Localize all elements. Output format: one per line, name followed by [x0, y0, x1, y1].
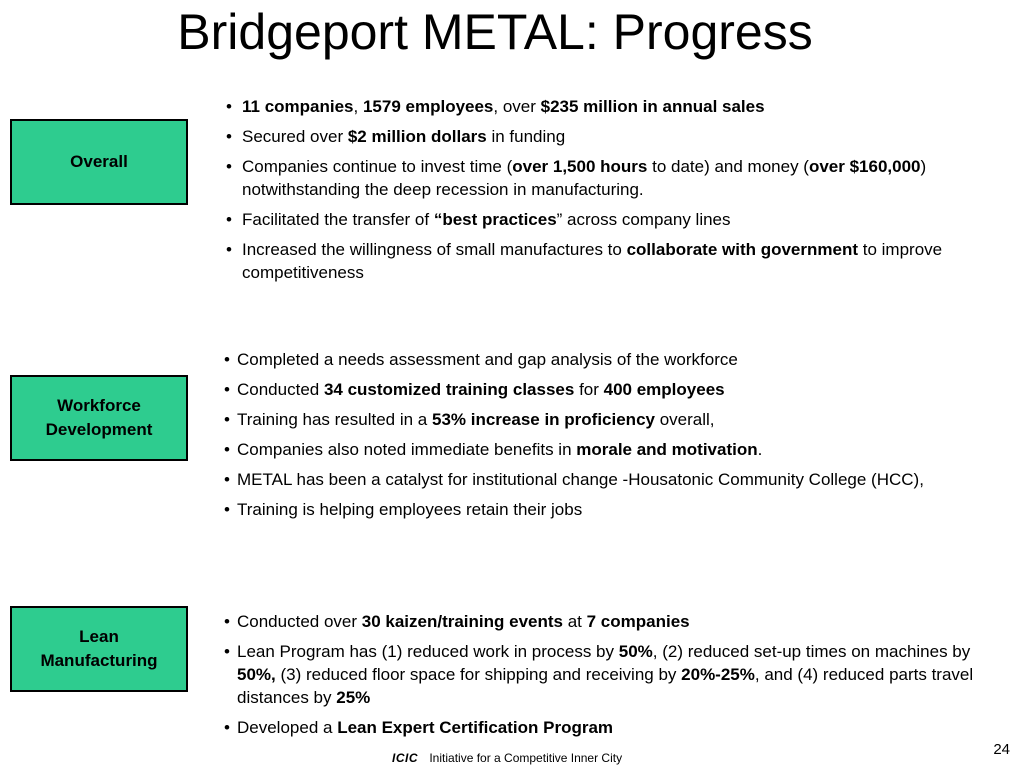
bullet-text: to date) and money (: [647, 157, 809, 176]
bullet-item: [224, 498, 1004, 521]
section-label-line: Manufacturing: [40, 651, 158, 670]
bullet-bold-text: morale and motivation: [576, 440, 758, 459]
bullet-bold-text: 50%,: [237, 665, 276, 684]
bullet-bold-text: 11 companies: [242, 97, 354, 116]
bullet-text: , (2) reduced set-up times on machines by: [652, 642, 971, 661]
bullet-item: [224, 408, 1004, 431]
bullet-text: ) notwithstanding the deep recession in manufacturing.: [242, 157, 927, 199]
bullet-bold-text: $2 million dollars: [347, 127, 487, 146]
bullet-item: [224, 716, 1004, 739]
bullet-bold-text: collaborate with government: [626, 240, 859, 259]
section-label-line: Development: [45, 420, 153, 439]
bullet-text: ” across company lines: [556, 210, 731, 229]
bullet-text: Lean Program has (1) reduced work in process by: [237, 642, 619, 661]
bullet-item: [224, 155, 1004, 201]
bullet-bold-text: over $160,000: [808, 157, 921, 176]
footer: [392, 750, 622, 766]
bullet-item: [224, 348, 1004, 371]
bullet-bold-text: over 1,500 hours: [512, 157, 648, 176]
bullet-text: Companies continue to invest time (: [242, 157, 513, 176]
page-number: 24: [993, 741, 1010, 758]
bullet-item: [224, 640, 1004, 709]
bullet-text: Training is helping employees retain their jobs: [237, 500, 583, 519]
bullet-item: [224, 438, 1004, 461]
bullet-text: Increased the willingness of small manufactures to: [242, 240, 627, 259]
bullet-bold-text: 400 employees: [603, 380, 725, 399]
bullet-bold-text: 30 kaizen/training events: [361, 612, 563, 631]
section-label-overall: [10, 119, 188, 205]
bullet-item: [224, 468, 1004, 491]
bullet-text: for: [574, 380, 604, 399]
footer-tagline: Initiative for a Competitive Inner City: [429, 751, 623, 765]
bullet-text: Completed a needs assessment and gap analysis of the workforce: [237, 350, 738, 369]
bullet-bold-text: “best practices: [433, 210, 557, 229]
bullet-bold-text: 20%-25%: [681, 665, 755, 684]
bullet-list-overall: [224, 95, 1004, 291]
bullet-item: [224, 238, 1004, 284]
section-label-lean-manufacturing: [10, 606, 188, 692]
slide-title: Bridgeport METAL: Progress: [177, 4, 813, 60]
bullet-text: Conducted: [237, 380, 324, 399]
bullet-list-lean-manufacturing: [224, 610, 1004, 746]
bullet-list-workforce-development: [224, 348, 1004, 528]
bullet-text: .: [757, 440, 763, 459]
bullet-text: to improve competitiveness: [242, 240, 943, 282]
bullet-bold-text: 34 customized training classes: [323, 380, 575, 399]
bullet-text: Developed a: [237, 718, 338, 737]
bullet-bold-text: 25%: [336, 688, 371, 707]
bullet-text: at: [563, 612, 587, 631]
bullet-bold-text: 53% increase in proficiency: [431, 410, 655, 429]
bullet-bold-text: $235 million in annual sales: [540, 97, 765, 116]
bullet-bold-text: 50%: [618, 642, 653, 661]
bullet-text: Training has resulted in a: [237, 410, 432, 429]
section-label-line: Overall: [70, 152, 128, 171]
section-label-line: Lean: [79, 627, 119, 646]
bullet-item: [224, 95, 1004, 118]
bullet-item: [224, 208, 1004, 231]
bullet-text: , over: [493, 97, 541, 116]
bullet-text: (3) reduced floor space for shipping and receiving by: [275, 665, 682, 684]
bullet-text: ,: [353, 97, 363, 116]
bullet-bold-text: 1579 employees: [362, 97, 494, 116]
bullet-text: , and (4) reduced parts travel distances by: [237, 665, 974, 707]
section-label-line: Workforce: [57, 396, 141, 415]
bullet-text: Companies also noted immediate benefits in: [237, 440, 577, 459]
bullet-item: [224, 125, 1004, 148]
bullet-bold-text: Lean Expert Certification Program: [337, 718, 614, 737]
bullet-text: Conducted over: [237, 612, 362, 631]
bullet-item: [224, 378, 1004, 401]
bullet-text: in funding: [486, 127, 566, 146]
bullet-text: Secured over: [242, 127, 348, 146]
bullet-text: METAL has been a catalyst for institutional change -Housatonic Community College (HCC),: [237, 470, 924, 489]
bullet-item: [224, 610, 1004, 633]
bullet-text: overall,: [654, 410, 715, 429]
bullet-bold-text: 7 companies: [586, 612, 690, 631]
icic-logo: ICIC: [392, 751, 418, 765]
section-label-workforce-development: [10, 375, 188, 461]
bullet-text: Facilitated the transfer of: [242, 210, 434, 229]
